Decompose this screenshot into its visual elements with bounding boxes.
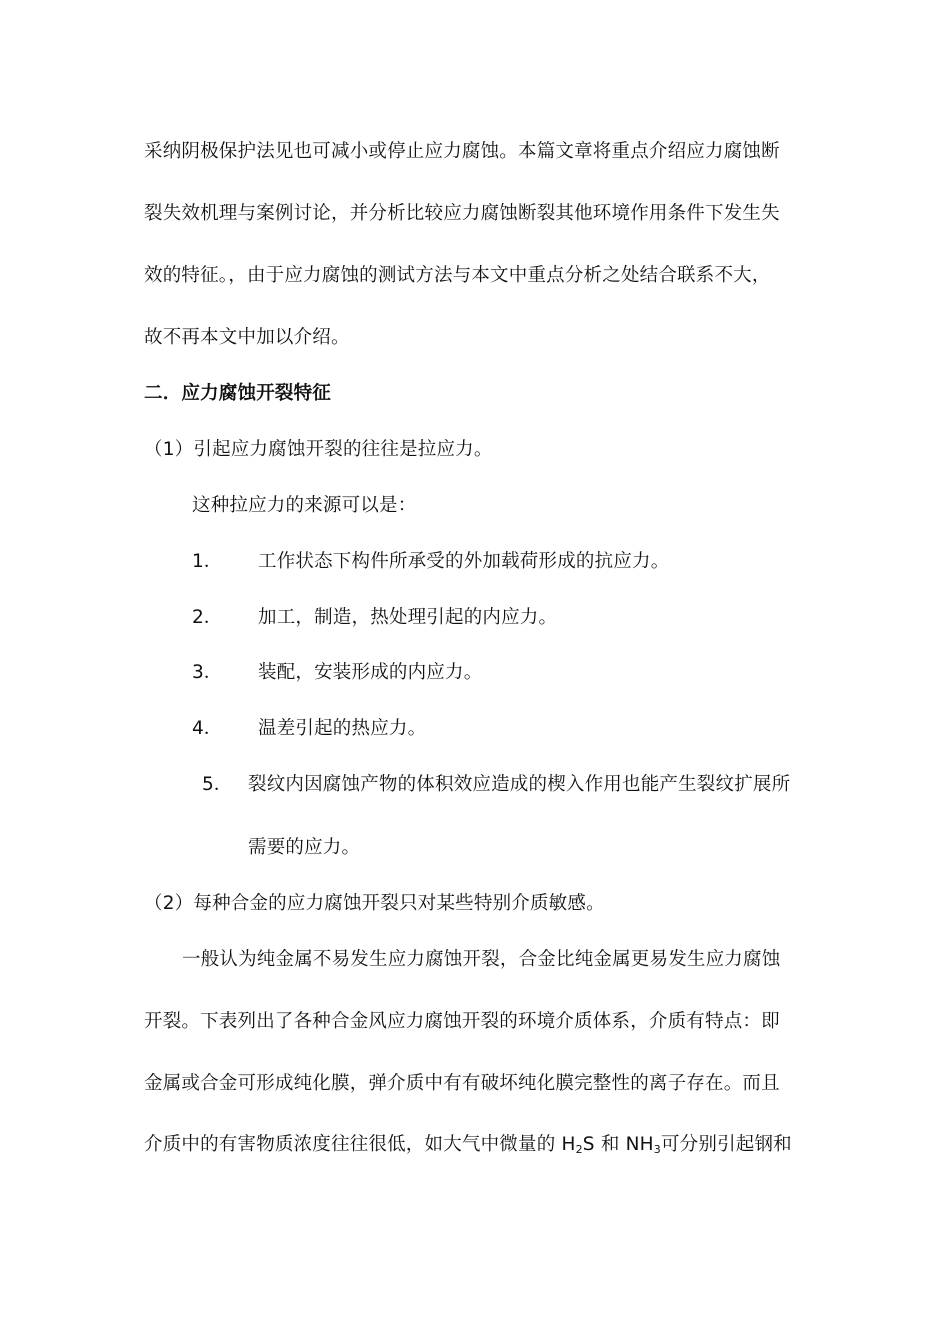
paragraph-line-1: 一般认为纯金属不易发生应力腐蚀开裂，合金比纯金属更易发生应力腐蚀 (182, 949, 781, 970)
list-item-number: 1． (192, 551, 223, 572)
list-item-text: 装配，安装形成的内应力。 (258, 662, 483, 683)
intro-line-3: 效的特征。，由于应力腐蚀的测试方法与本文中重点分析之处结合联系不大， (144, 265, 771, 286)
list-item-text: 工作状态下构件所承受的外加载荷形成的抗应力。 (258, 551, 670, 572)
list-item-number: 2． (192, 607, 223, 628)
paragraph-line-4-part-b: S 和 NH (582, 1134, 654, 1155)
list-item-number: 3． (192, 662, 223, 683)
paragraph-line-3: 金属或合金可形成纯化膜，弹介质中有有破坏纯化膜完整性的离子存在。而且 (144, 1073, 780, 1094)
subscript-2: 2 (575, 1143, 583, 1156)
intro-line-1: 采纳阴极保护法见也可减小或停止应力腐蚀。本篇文章将重点介绍应力腐蚀断 (144, 141, 780, 162)
list-item-text: 温差引起的热应力。 (258, 718, 427, 739)
subscript-3: 3 (653, 1143, 661, 1156)
point-1-lead: 这种拉应力的来源可以是： (192, 495, 417, 516)
intro-line-4: 故不再本文中加以介绍。 (144, 327, 350, 348)
point-1-title: （1）引起应力腐蚀开裂的往往是拉应力。 (144, 439, 493, 460)
paragraph-line-4 (144, 1133, 792, 1157)
paragraph-line-4-part-c: 可分别引起钢和 (660, 1134, 792, 1155)
list-item-continuation: 需要的应力。 (248, 837, 361, 858)
paragraph-line-2: 开裂。下表列出了各种合金风应力腐蚀开裂的环境介质体系，介质有特点：即 (144, 1011, 780, 1032)
list-item-number: 4． (192, 718, 223, 739)
paragraph-line-4-part-a: 介质中的有害物质浓度往往很低，如大气中微量的 H (144, 1134, 576, 1155)
list-item-number: 5． (202, 774, 233, 795)
section-heading: 二．应力腐蚀开裂特征 (144, 383, 332, 404)
list-item-text: 加工，制造，热处理引起的内应力。 (258, 607, 558, 628)
point-2-title: （2）每种合金的应力腐蚀开裂只对某些特别介质敏感。 (144, 893, 605, 914)
intro-line-2: 裂失效机理与案例讨论，并分析比较应力腐蚀断裂其他环境作用条件下发生失 (144, 203, 780, 224)
list-item-text: 裂纹内因腐蚀产物的体积效应造成的楔入作用也能产生裂纹扩展所 (248, 774, 791, 795)
